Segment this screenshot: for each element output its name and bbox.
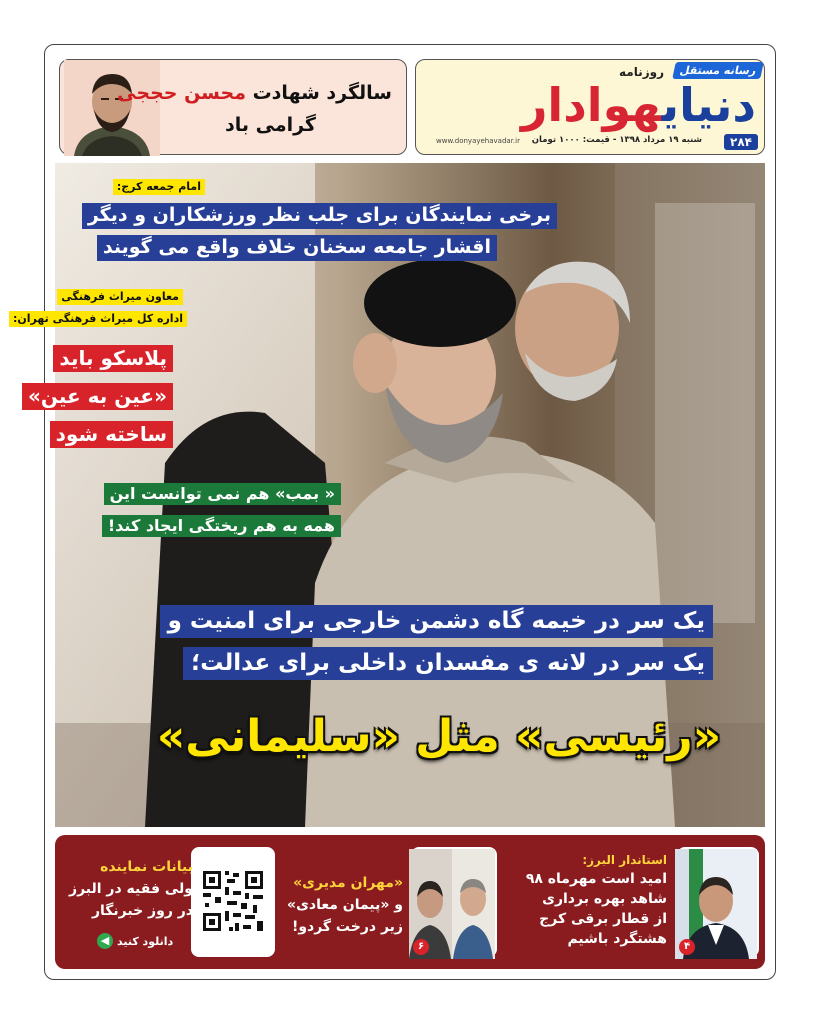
qr-card[interactable] [191, 847, 275, 957]
footer-strip [55, 835, 765, 969]
martyr-anniversary-line [117, 82, 392, 104]
statement-line2: ولی فقیه در البرز [69, 881, 193, 897]
friday-imam-headline-line2: اقشار جامعه سخنان خلاف واقع می گویند [97, 235, 497, 261]
actors-page-badge: ۶ [413, 939, 429, 955]
heritage-tag-1: معاون میراث فرهنگی [57, 289, 183, 305]
date-price: شنبه ۱۹ مرداد ۱۳۹۸ - قیمت: ۱۰۰۰ تومان [531, 135, 702, 145]
independent-media-badge: رسانه مستقل [672, 62, 764, 79]
actors-line1: «مهران مدیری» [293, 875, 403, 891]
friday-imam-tag: امام جمعه کرج: [113, 179, 205, 195]
actors-line3: زیر درخت گردو! [291, 919, 403, 935]
statement-line3: در روز خبرنگار [91, 903, 193, 919]
website-url: www.donyayehavadar.ir [436, 137, 520, 145]
governor-line3: از قطار برقی کرج [539, 911, 667, 927]
masthead [415, 59, 765, 155]
statement-line1: بیانات نماینده [100, 859, 193, 875]
martyr-commemoration: گرامی باد [224, 114, 316, 136]
newspaper-front-page [13, 44, 776, 980]
governor-line1: امید است مهرماه ۹۸ [525, 871, 667, 887]
martyr-portrait [64, 60, 160, 156]
main-photo [13, 163, 765, 827]
download-label: دانلود کنید [117, 934, 174, 948]
bomb-headline-line2: همه به هم ریختگی ایجاد کند! [102, 515, 341, 537]
heritage-headline-line3: ساخته شود [50, 421, 173, 448]
actors-line2: و «پیمان معادی» [287, 897, 403, 913]
heritage-tag-2: اداره کل میراث فرهنگی تهران: [9, 311, 187, 327]
martyr-name: محسن حججی [117, 82, 246, 104]
arrow-left-icon: ◀ [97, 933, 113, 949]
issue-number: ۲۸۴ [724, 134, 758, 150]
governor-page-badge: ۴ [679, 939, 695, 955]
sub-headline-line2: یک سر در لانه ی مفسدان داخلی برای عدالت؛ [183, 647, 713, 680]
governor-line4: هشتگرد باشیم [567, 931, 667, 947]
download-button[interactable] [97, 933, 173, 949]
daily-label: روزنامه [619, 65, 664, 79]
logo-part-2: هوادار [520, 78, 662, 132]
newspaper-logo [521, 80, 756, 130]
friday-imam-headline-line1: برخی نمایندگان برای جلب نظر ورزشکاران و دیگر [82, 203, 557, 229]
logo-part-1: دنیای [661, 78, 756, 132]
main-headline: «رئیسی» مثل «سلیمانی» [156, 711, 721, 762]
martyr-anniversary-banner [59, 59, 407, 155]
heritage-headline-line1: پلاسکو باید [53, 345, 173, 372]
governor-tag: استاندار البرز: [582, 853, 667, 867]
martyr-line-prefix: سالگرد شهادت [252, 82, 392, 104]
heritage-headline-line2: «عین به عین» [22, 383, 173, 410]
bomb-headline-line1: « بمب» هم نمی توانست این [104, 483, 341, 505]
governor-line2: شاهد بهره برداری [542, 891, 667, 907]
qr-code-icon [191, 847, 275, 957]
sub-headline-line1: یک سر در خیمه گاه دشمن خارجی برای امنیت و [160, 605, 713, 638]
